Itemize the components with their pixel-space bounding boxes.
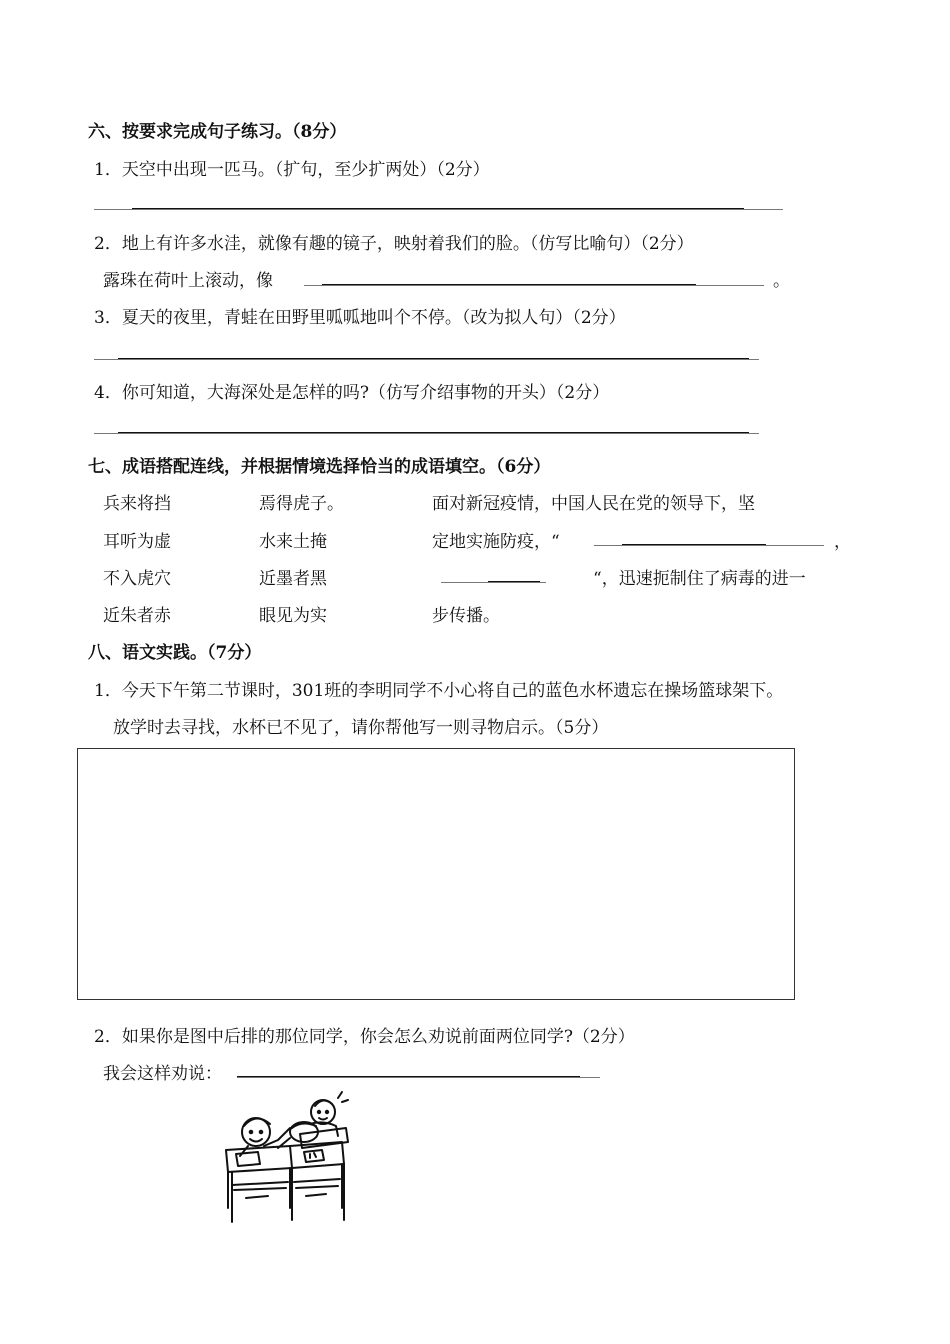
idiom-right-1[interactable]: 焉得虎子。: [259, 494, 344, 514]
section6-question-2-prompt: 露珠在荷叶上滚动，像: [103, 271, 273, 291]
idiom-blank-2[interactable]: [441, 582, 546, 583]
section8-question-2-prompt: 我会这样劝说：: [103, 1064, 222, 1084]
notice-writing-box[interactable]: [77, 748, 795, 1000]
idiom-left-1[interactable]: 兵来将挡: [103, 494, 171, 514]
section8-question-2: 2．如果你是图中后排的那位同学，你会怎么劝说前面两位同学?（2分）: [94, 1027, 635, 1047]
section6-question-1: 1．天空中出现一匹马。（扩句，至少扩两处）（2分）: [94, 160, 490, 180]
section6-question-4: 4．你可知道，大海深处是怎样的吗?（仿写介绍事物的开头）（2分）: [94, 383, 610, 403]
section6-question-2: 2．地上有许多水洼，就像有趣的镜子，映射着我们的脸。（仿写比喻句）（2分）: [94, 234, 694, 254]
answer-line-4[interactable]: [94, 433, 759, 434]
section6-question-3: 3．夏天的夜里，青蛙在田野里呱呱地叫个不停。（改为拟人句）（2分）: [94, 308, 626, 328]
idiom-left-4[interactable]: 近朱者赤: [103, 606, 171, 626]
passage-line-1: 面对新冠疫情，中国人民在党的领导下，坚: [432, 494, 755, 514]
idiom-left-3[interactable]: 不入虎穴: [103, 569, 171, 589]
idiom-blank-1-bold: [622, 544, 766, 545]
section6-title: 六、按要求完成句子练习。（8分）: [88, 122, 347, 142]
idiom-blank-2-bold: [488, 581, 540, 582]
passage-line-2-end: ，: [834, 532, 851, 552]
answer-line-2-bold: [322, 284, 696, 285]
passage-line-2: 定地实施防疫，“: [432, 532, 560, 552]
section8-title: 八、语文实践。（7分）: [88, 643, 262, 663]
answer-line-1-bold: [132, 208, 744, 209]
idiom-left-2[interactable]: 耳听为虚: [103, 532, 171, 552]
answer-line-2[interactable]: [304, 285, 764, 286]
passage-line-4: 步传播。: [432, 606, 500, 626]
section8-question-1-line1: 1．今天下午第二节课时，301班的李明同学不小心将自己的蓝色水杯遗忘在操场篮球架下。: [94, 681, 784, 701]
answer-line-3[interactable]: [94, 359, 759, 360]
answer-line-3-bold: [118, 358, 749, 359]
section7-title: 七、成语搭配连线，并根据情境选择恰当的成语填空。（6分）: [88, 457, 551, 477]
persuade-answer-line[interactable]: [237, 1077, 600, 1078]
answer-line-4-bold: [118, 432, 749, 433]
answer-line-1[interactable]: [94, 209, 783, 210]
section8-question-1-line2: 放学时去寻找，水杯已不见了，请你帮他写一则寻物启示。（5分）: [113, 718, 609, 738]
classroom-illustration: [218, 1090, 358, 1225]
idiom-right-3[interactable]: 近墨者黑: [259, 569, 327, 589]
passage-line-3: “，迅速扼制住了病毒的进一: [593, 569, 806, 589]
idiom-blank-1[interactable]: [594, 545, 824, 546]
persuade-answer-line-bold: [237, 1076, 580, 1077]
idiom-right-2[interactable]: 水来土掩: [259, 532, 327, 552]
section6-question-2-end: 。: [773, 271, 790, 291]
idiom-right-4[interactable]: 眼见为实: [259, 606, 327, 626]
